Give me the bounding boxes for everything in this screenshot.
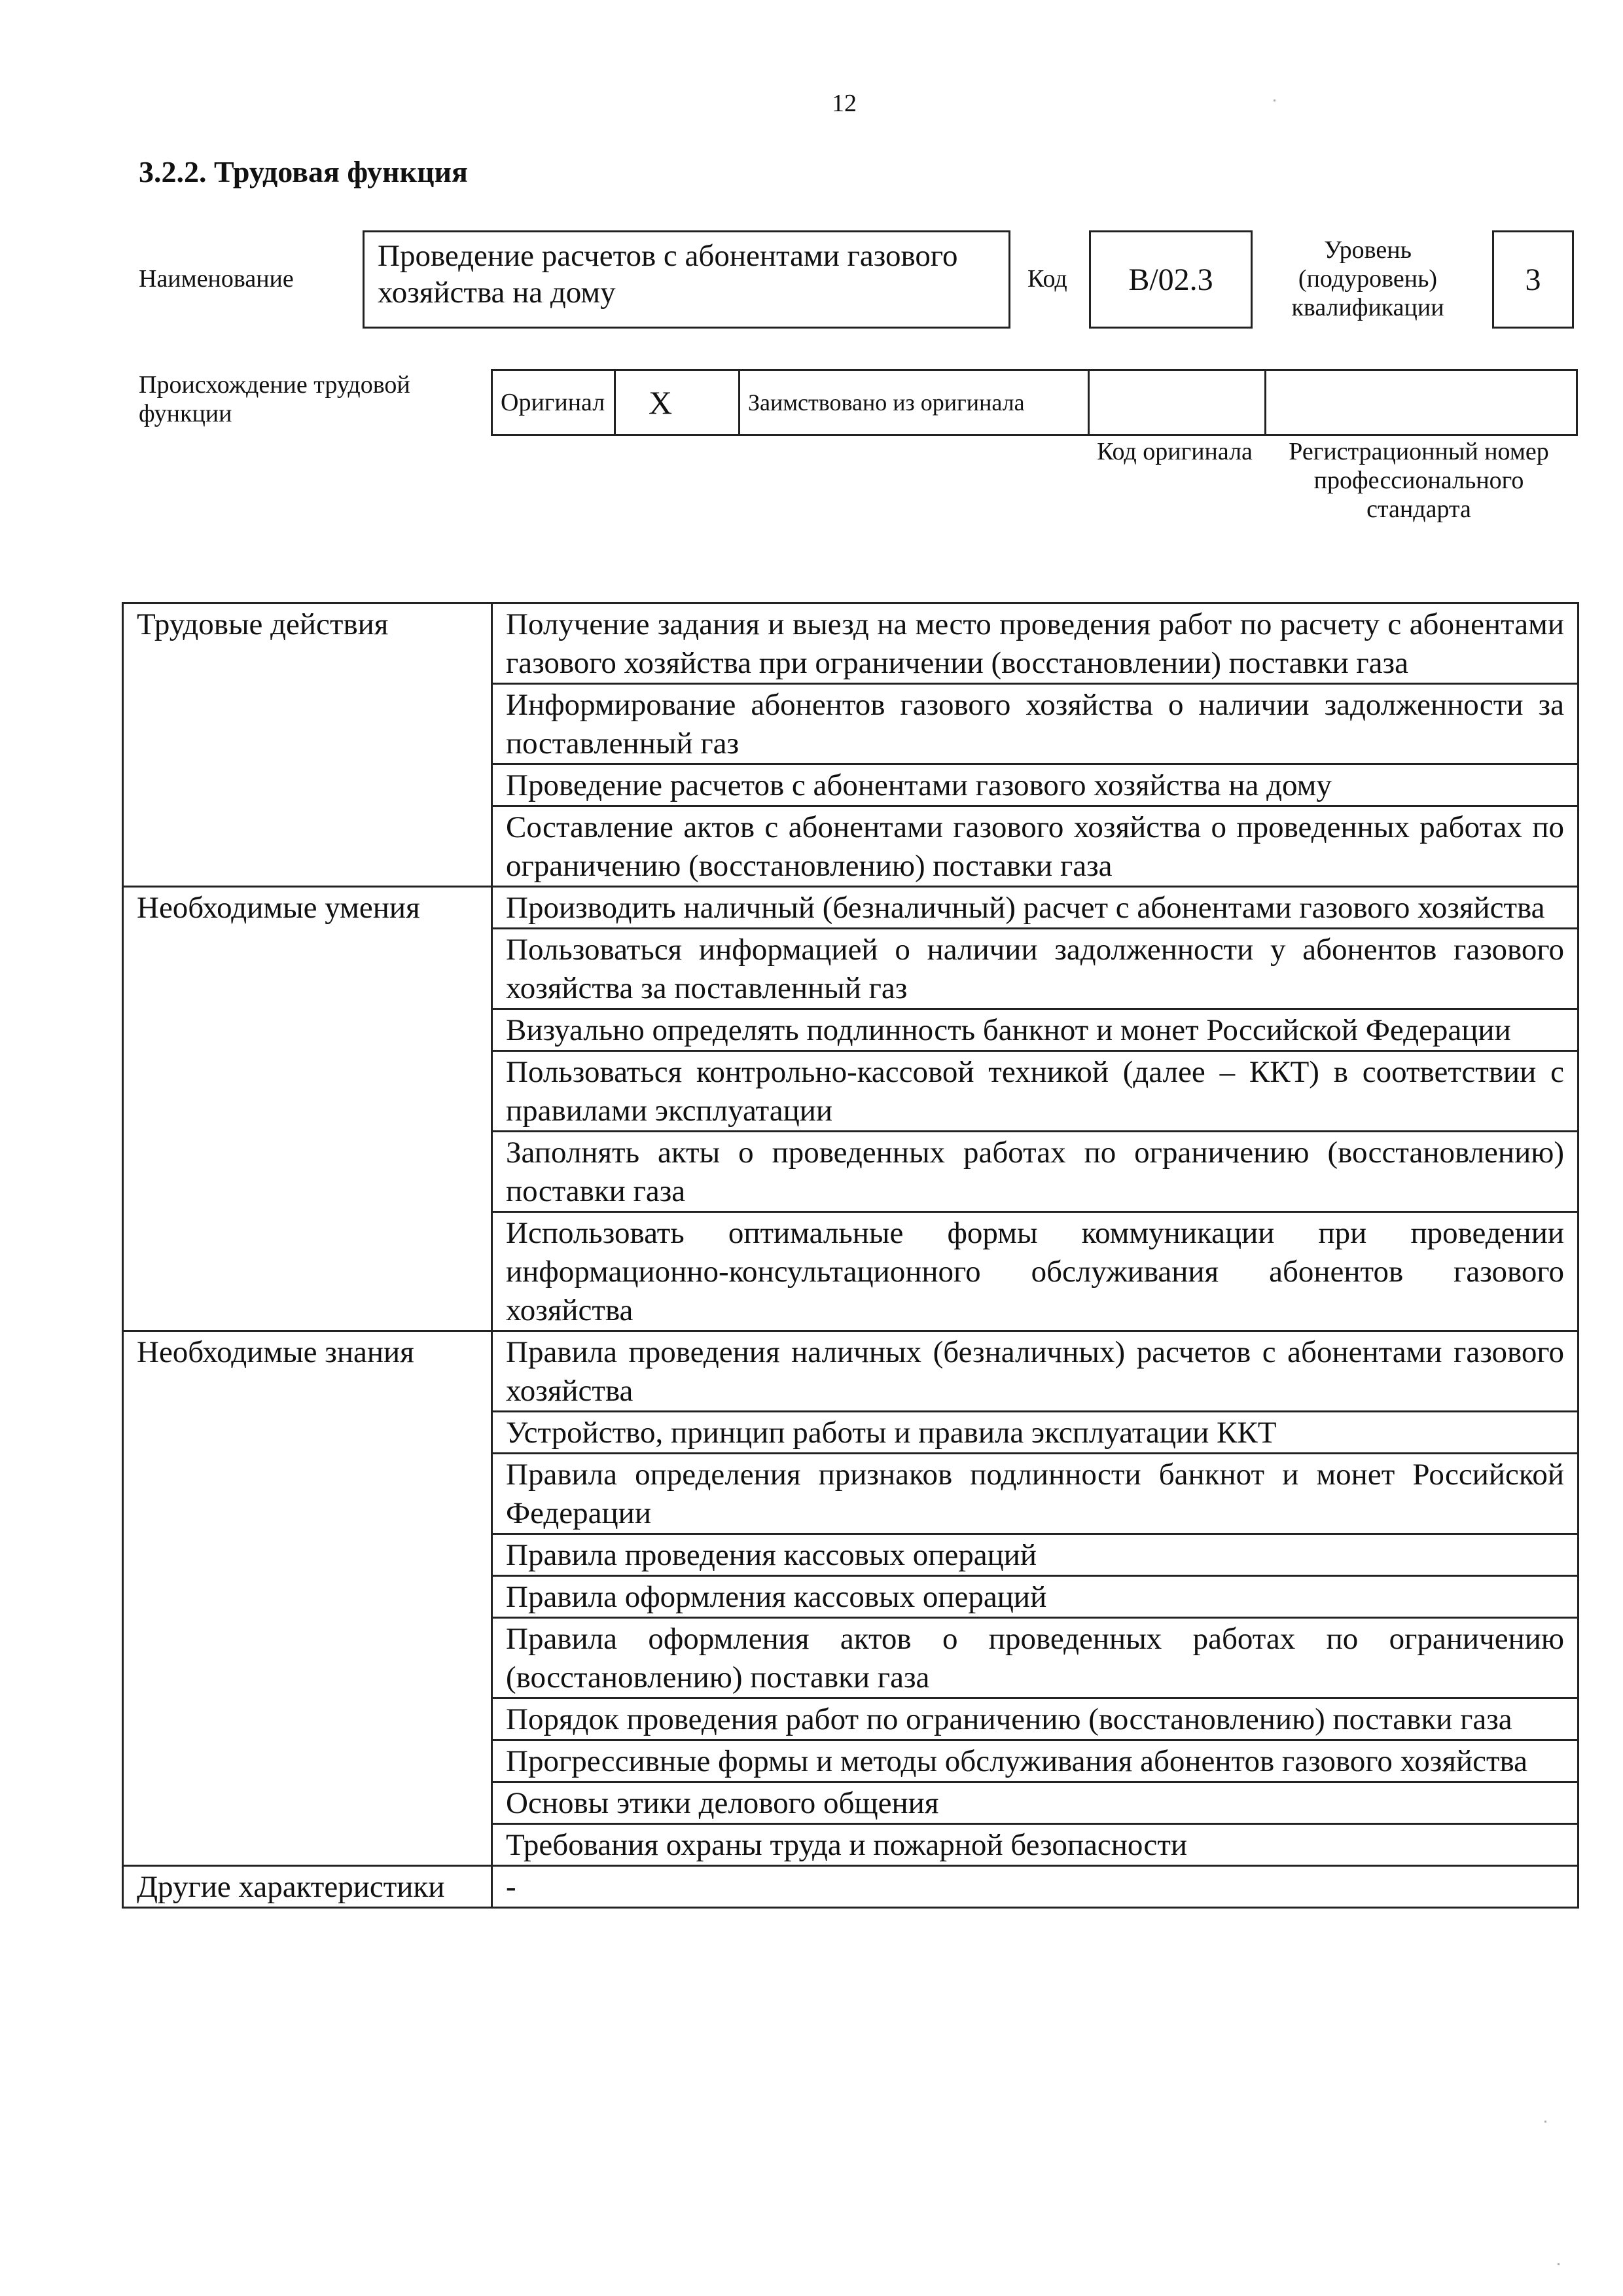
section-item: Производить наличный (безналичный) расчет с абонентами газового хозяйства [492,887,1578,929]
scan-speck [1558,2263,1560,2265]
original-code-cell [1089,370,1266,435]
origin-table [491,369,1578,436]
table-row [123,1866,1578,1908]
origin-label: Происхождение трудовой функции [139,371,410,427]
scan-speck [1544,2121,1546,2123]
section-item: Правила проведения кассовых операций [492,1534,1578,1576]
section-label: Необходимые знания [123,1331,492,1866]
reg-number-caption: Регистрационный номер профессионального стандарта [1289,438,1549,523]
section-item: Устройство, принцип работы и правила эксплуатации ККТ [492,1412,1578,1454]
level-label: Уровень (подуровень) квалификации [1291,236,1444,321]
scan-speck [1274,99,1275,101]
section-item: Пользоваться контрольно-кассовой техникой (далее – ККТ) в соответствии с правилами эксплуатации [492,1051,1578,1132]
section-label: Необходимые умения [123,887,492,1331]
section-item: Требования охраны труда и пожарной безопасности [492,1824,1578,1866]
table-row [123,1331,1578,1412]
section-label: Трудовые действия [123,603,492,887]
section-item: Прогрессивные формы и методы обслуживания абонентов газового хозяйства [492,1740,1578,1782]
original-label: Оригинал [492,370,615,435]
table-row [123,887,1578,929]
code-value: В/02.3 [1089,230,1253,329]
section-label: Другие характеристики [123,1866,492,1908]
section-item: Пользоваться информацией о наличии задолженности у абонентов газового хозяйства за поставленный газ [492,929,1578,1009]
section-item: Заполнять акты о проведенных работах по ограничению (восстановлению) поставки газа [492,1132,1578,1212]
code-label: Код [1027,265,1067,293]
section-item: Получение задания и выезд на место проведения работ по расчету с абонентами газового хозяйства при ограничении (восстановлении) поставки газа [492,603,1578,684]
section-item: Проведение расчетов с абонентами газового хозяйства на дому [492,764,1578,806]
section-item: Визуально определять подлинность банкнот и монет Российской Федерации [492,1009,1578,1051]
reg-number-cell [1266,370,1577,435]
borrowed-label: Заимствовано из оригинала [740,370,1089,435]
page-number: 12 [832,90,857,117]
level-value: 3 [1492,230,1574,329]
section-item: Правила оформления кассовых операций [492,1576,1578,1618]
main-table [122,602,1579,1909]
name-label: Наименование [139,265,294,293]
original-code-caption: Код оригинала [1097,438,1253,465]
section-item: Правила оформления актов о проведенных работах по ограничению (восстановлению) поставки газа [492,1618,1578,1698]
section-item: Правила проведения наличных (безналичных) расчетов с абонентами газового хозяйства [492,1331,1578,1412]
original-mark: X [615,370,740,435]
section-item: Использовать оптимальные формы коммуникации при проведении информационно-консультационного обслуживания абонентов газового хозяйства [492,1212,1578,1331]
section-item: Правила определения признаков подлинности банкнот и монет Российской Федерации [492,1454,1578,1534]
section-item: Порядок проведения работ по ограничению (восстановлению) поставки газа [492,1698,1578,1740]
section-item: Информирование абонентов газового хозяйства о наличии задолженности за поставленный газ [492,684,1578,764]
name-value: Проведение расчетов с абонентами газового хозяйства на дому [363,230,1010,329]
section-item: - [492,1866,1578,1908]
table-row [123,603,1578,684]
section-item: Составление актов с абонентами газового хозяйства о проведенных работах по ограничению (восстановлению) поставки газа [492,806,1578,887]
section-item: Основы этики делового общения [492,1782,1578,1824]
section-title: 3.2.2. Трудовая функция [139,155,468,188]
